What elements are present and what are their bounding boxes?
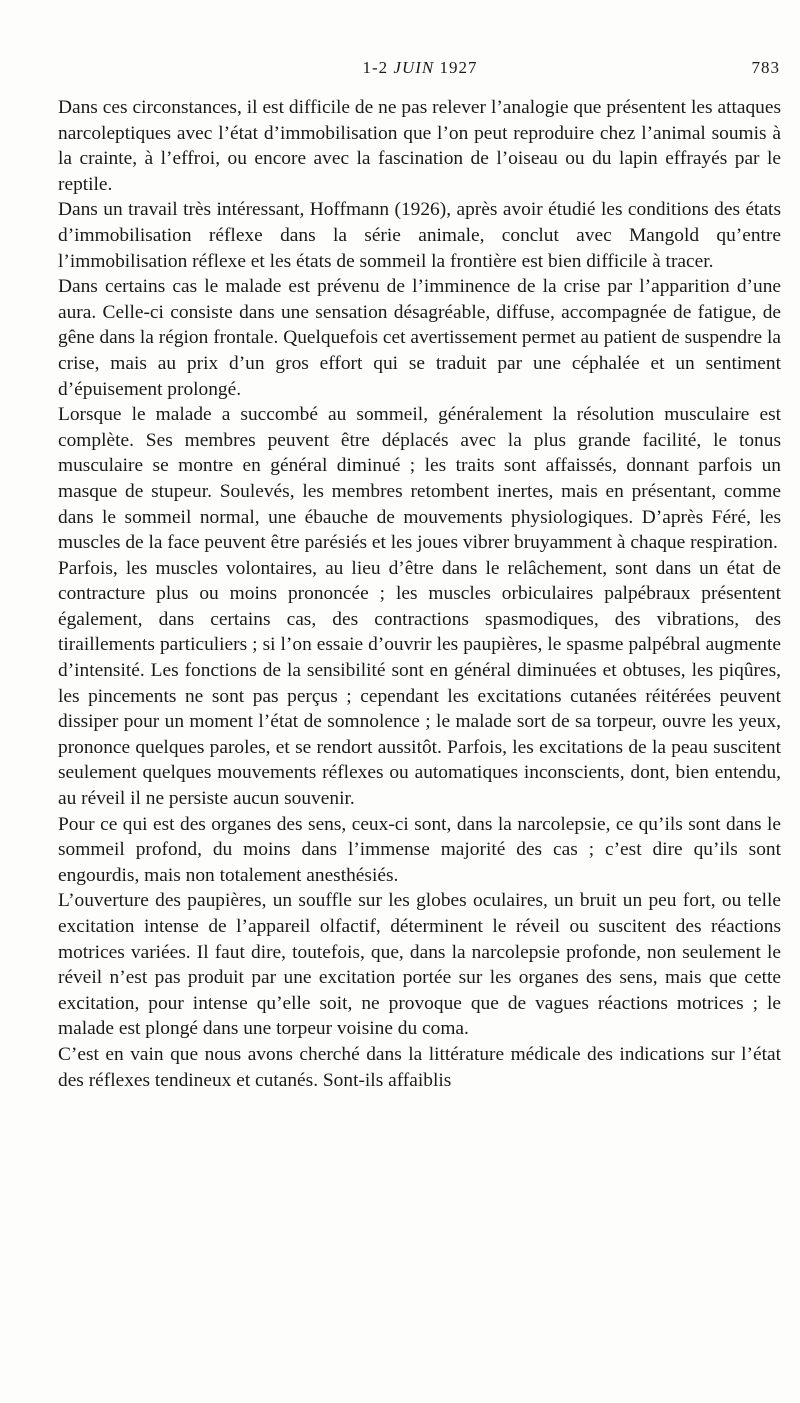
page-number: 783: [751, 58, 780, 77]
paragraph: Dans ces circonstances, il est difficile de ne pas relever l’analogie que présentent les attaques narcoleptiques avec l’état d’immobilisation que l’on peut reproduire chez l’animal soumis à la crainte, à l’effroi, ou encore avec la fascination de l’oiseau ou du lapin effrayés par le reptile.: [58, 97, 781, 195]
paragraph: Dans un travail très intéressant, Hoffmann (1926), après avoir étudié les conditions des états d’immobilisation réflexe dans la série animale, conclut avec Mangold qu’entre l’immobilisation réflexe et les états de sommeil la frontière est bien difficile à tracer.: [58, 199, 781, 272]
issue-month: JUIN: [393, 58, 435, 77]
page-header: [60, 58, 780, 82]
paragraph: C’est en vain que nous avons cherché dans la littérature médicale des indications sur l’état des réflexes tendineux et cutanés. Sont-ils affaiblis: [58, 1043, 781, 1091]
issue-number: 1-2: [362, 58, 389, 77]
paragraph: Lorsque le malade a succombé au sommeil, généralement la résolution musculaire est complète. Ses membres peuvent être déplacés avec la plus grande facilité, le tonus musculaire se montre en général diminué ; les traits sont affaissés, donnant parfois un masque de stupeur. Soulevés, les membres retombent inertes, mais en présentant, comme dans le sommeil normal, une ébauche de mouvements physiologiques. D’après Féré, les muscles de la face peuvent être parésiés et les joues vibrer bruyamment à chaque respiration.: [58, 404, 781, 554]
issue-year: 1927: [439, 58, 478, 77]
running-head: [60, 58, 780, 78]
body-text: [58, 95, 781, 1093]
paragraph: L’ouverture des paupières, un souffle sur les globes oculaires, un bruit un peu fort, ou telle excitation intense de l’appareil olfactif, déterminent le réveil ou suscitent des réactions motrices variées. Il faut dire, toutefois, que, dans la narcolepsie profonde, non seulement le réveil n’est pas produit par une excitation portée sur les organes des sens, mais que cette excitation, pour intense qu’elle soit, ne provoque que de vagues réactions motrices ; le malade est plongé dans une torpeur voisine du coma.: [58, 890, 781, 1040]
paragraph: Dans certains cas le malade est prévenu de l’imminence de la crise par l’apparition d’une aura. Celle-ci consiste dans une sensation désagréable, diffuse, accompagnée de fatigue, de gêne dans la région frontale. Quelquefois cet avertissement permet au patient de suspendre la crise, mais au prix d’un gros effort qui se traduit par une céphalée et un sentiment d’épuisement prolongé.: [58, 276, 781, 400]
paragraph: Pour ce qui est des organes des sens, ceux-ci sont, dans la narcolepsie, ce qu’ils sont dans le sommeil profond, du moins dans l’immense majorité des cas ; c’est dire qu’ils sont engourdis, mais non totalement anesthésiés.: [58, 813, 781, 886]
paragraph: Parfois, les muscles volontaires, au lieu d’être dans le relâchement, sont dans un état de contracture plus ou moins prononcée ; les muscles orbiculaires palpébraux présentent également, dans certains cas, des contractions spasmodiques, des vibrations, des tiraillements particuliers ; si l’on essaie d’ouvrir les paupières, le spasme palpébral augmente d’intensité. Les fonctions de la sensibilité sont en général diminuées et obtuses, les piqûres, les pincements ne sont pas perçus ; cependant les excitations cutanées réitérées peuvent dissiper pour un moment l’état de somnolence ; le malade sort de sa torpeur, ouvre les yeux, prononce quelques paroles, et se rendort aussitôt. Parfois, les excitations de la peau suscitent seulement quelques mouvements réflexes ou automatiques inconscients, dont, bien entendu, au réveil il ne persiste aucun souvenir.: [58, 557, 781, 810]
